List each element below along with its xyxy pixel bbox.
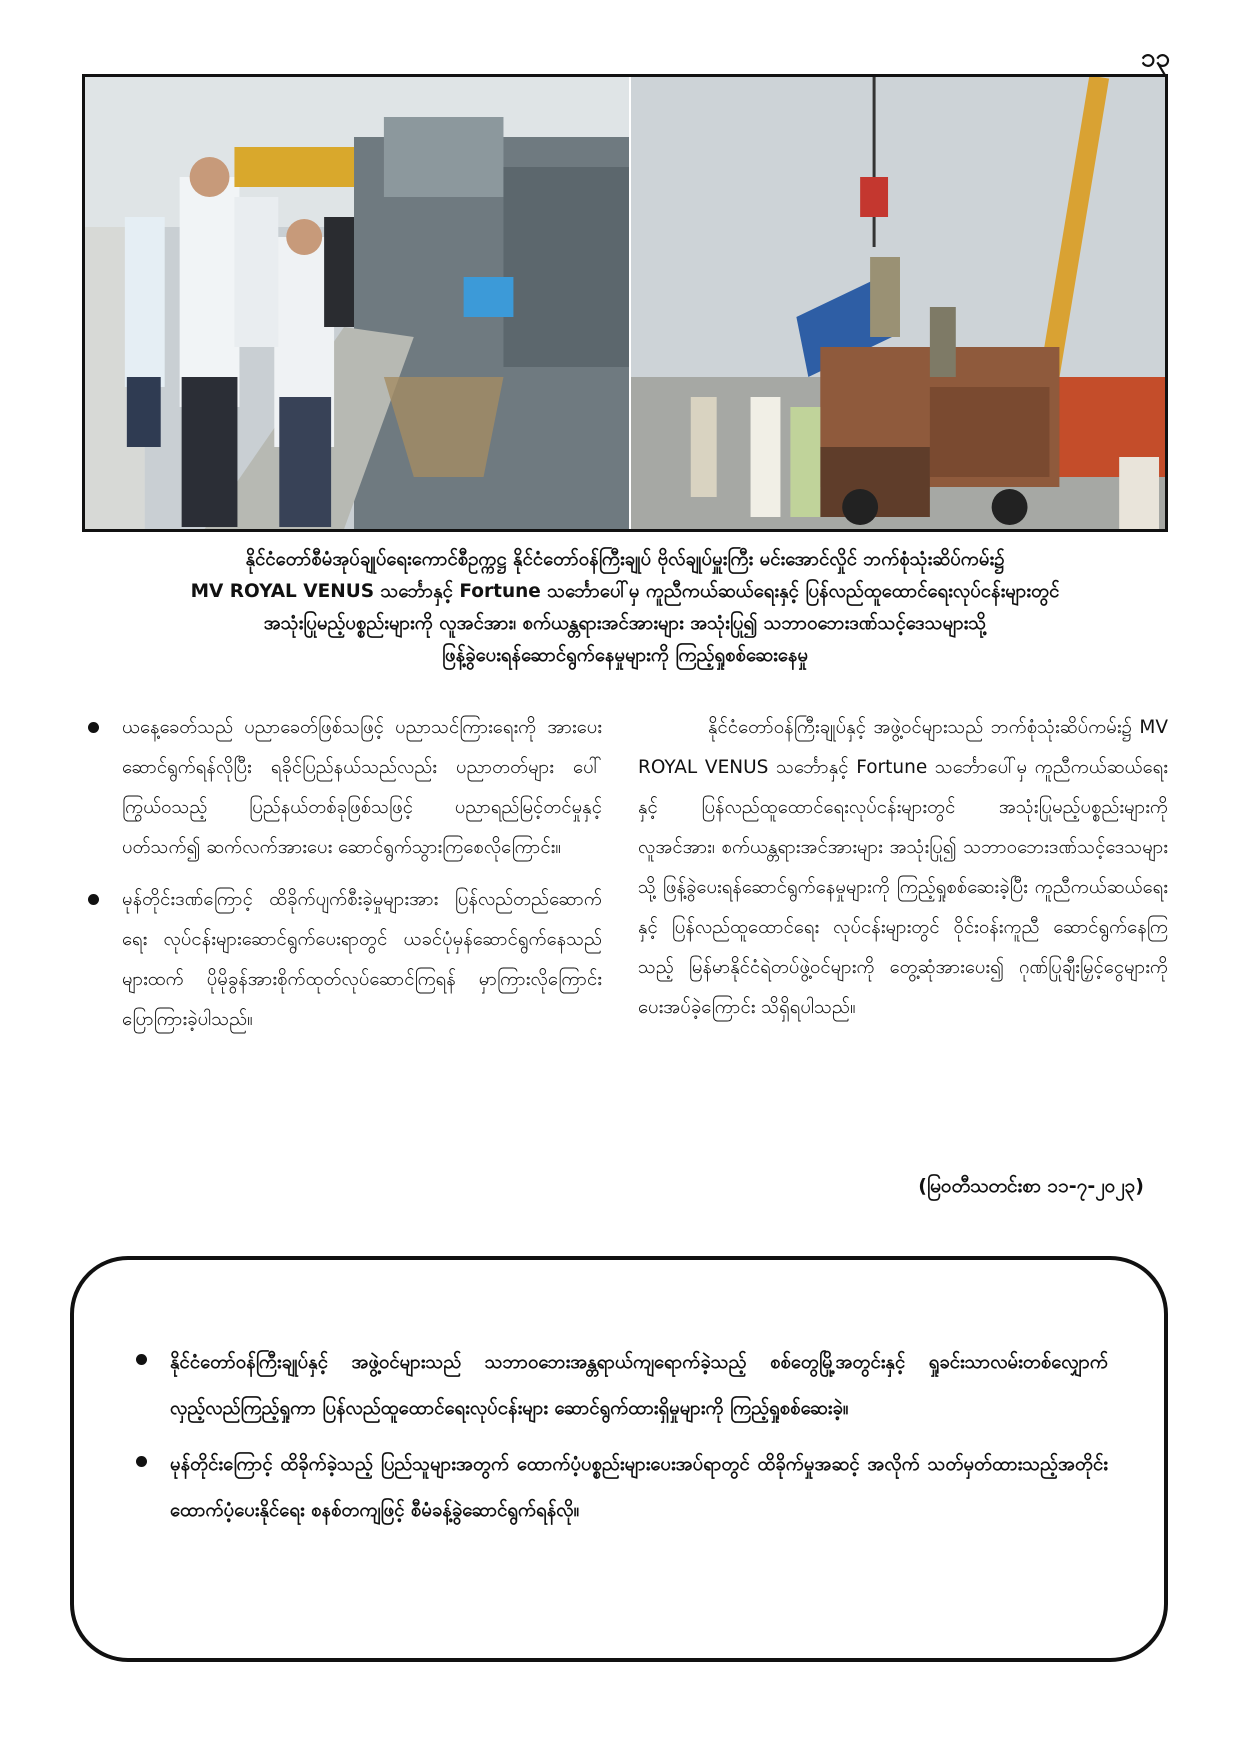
photo-officials-at-ship [85,77,631,529]
left-bullet-2: မုန်တိုင်းဒဏ်ကြောင့် ထိခိုက်ပျက်စီးခဲ့မှုများအား ပြန်လည်တည်ဆောက်ရေး လုပ်ငန်းများဆောင်ရွက်ပေးရာတွင် ယခင်ပုံမှန်ဆောင်ရွက်နေသည်များထက် ပိုမိုခွန်အားစိုက်ထုတ်လုပ်ဆောင်ကြရန် မှာကြားလိုကြောင်း ပြောကြားခဲ့ပါသည်။ [82,880,602,1040]
summary-bullet-1: နိုင်ငံတော်ဝန်ကြီးချုပ်နှင့် အဖွဲ့ဝင်များသည် သဘာဝဘေးအန္တရာယ်ကျရောက်ခဲ့သည့် စစ်တွေမြို့အတွင်းနှင့် ရှုခင်းသာလမ်းတစ်လျှောက် လှည့်လည်ကြည့်ရှုကာ ပြန်လည်ထူထောင်ရေးလုပ်ငန်းများ ဆောင်ရွက်ထားရှိမှုများကို ကြည့်ရှုစစ်ဆေးခဲ့။ [130,1340,1108,1432]
right-column [638,708,1168,1228]
left-bullet-1: ယနေ့ခေတ်သည် ပညာခေတ်ဖြစ်သဖြင့် ပညာသင်ကြားရေးကို အားပေးဆောင်ရွက်ရန်လိုပြီး ရခိုင်ပြည်နယ်သည်လည်း ပညာတတ်များ ပေါ်ကြွယ်ဝသည့် ပြည်နယ်တစ်ခုဖြစ်သဖြင့် ပညာရည်မြင့်တင်မှုနှင့်ပတ်သက်၍ ဆက်လက်အားပေး ဆောင်ရွက်သွားကြစေလိုကြောင်း။ [82,708,602,868]
page-number: ၁၃ [1140,43,1170,73]
article-columns [82,708,1168,1228]
caption-line-2: MV ROYAL VENUS သင်္ဘောနှင့် Fortune သင်္ဘောပေါ်မှ ကူညီကယ်ဆယ်ရေးနှင့် ပြန်လည်ထူထောင်ရေးလုပ်ငန်းများတွင် [190,581,1060,602]
caption-line-1: နိုင်ငံတော်စီမံအုပ်ချုပ်ရေးကောင်စီဥက္ကဋ္ဌ နိုင်ငံတော်ဝန်ကြီးချုပ် ဗိုလ်ချုပ်မှူးကြီး မင်းအောင်လှိုင် ဘက်စုံသုံးဆိပ်ကမ်း၌ [245,549,1005,570]
photo-frame [82,74,1168,532]
crane-truck-icon [631,77,1165,529]
left-column [82,708,602,1228]
source-citation: (မြဝတီသတင်းစာ ၁၁-၇-၂၀၂၃) [918,1175,1144,1197]
photo-caption [82,544,1168,672]
officials-at-ship-icon [85,77,629,529]
summary-bullet-2: မုန်တိုင်းကြောင့် ထိခိုက်ခဲ့သည့် ပြည်သူများအတွက် ထောက်ပံ့ပစ္စည်းများပေးအပ်ရာတွင် ထိခိုက်မှုအဆင့် အလိုက် သတ်မှတ်ထားသည့်အတိုင်း ထောက်ပံ့ပေးနိုင်ရေး စနစ်တကျဖြင့် စီမံခန့်ခွဲဆောင်ရွက်ရန်လို။ [130,1442,1108,1534]
right-paragraph: နိုင်ငံတော်ဝန်ကြီးချုပ်နှင့် အဖွဲ့ဝင်များသည် ဘက်စုံသုံးဆိပ်ကမ်း၌ MV ROYAL VENUS သင်္ဘောနှင့် Fortune သင်္ဘောပေါ်မှ ကူညီကယ်ဆယ်ရေးနှင့် ပြန်လည်ထူထောင်ရေးလုပ်ငန်းများတွင် အသုံးပြုမည့်ပစ္စည်းများကို လူအင်အား၊ စက်ယန္တရားအင်အားများ အသုံးပြု၍ သဘာဝဘေးဒဏ်သင့်ဒေသများသို့ ဖြန့်ခွဲပေးရန်ဆောင်ရွက်နေမှုများကို ကြည့်ရှုစစ်ဆေးခဲ့ပြီး ကူညီကယ်ဆယ်ရေးနှင့် ပြန်လည်ထူထောင်ရေး လုပ်ငန်းများတွင် ဝိုင်းဝန်းကူညီ ဆောင်ရွက်နေကြသည့် မြန်မာနိုင်ငံရဲတပ်ဖွဲ့ဝင်များကို တွေ့ဆုံအားပေး၍ ဂုဏ်ပြုချီးမြှင့်ငွေများကို ပေးအပ်ခဲ့ကြောင်း သိရှိရပါသည်။ [638,717,1168,1018]
caption-line-3: အသုံးပြုမည့်ပစ္စည်းများကို လူအင်အား၊ စက်ယန္တရားအင်အားများ အသုံးပြု၍ သဘာဝဘေးဒဏ်သင့်ဒေသများသို့ [263,613,987,634]
summary-box [70,1256,1168,1662]
photo-crane-truck [631,77,1165,529]
caption-line-4: ဖြန့်ခွဲပေးရန်ဆောင်ရွက်နေမှုများကို ကြည့်ရှုစစ်ဆေးနေမှု [441,645,809,666]
